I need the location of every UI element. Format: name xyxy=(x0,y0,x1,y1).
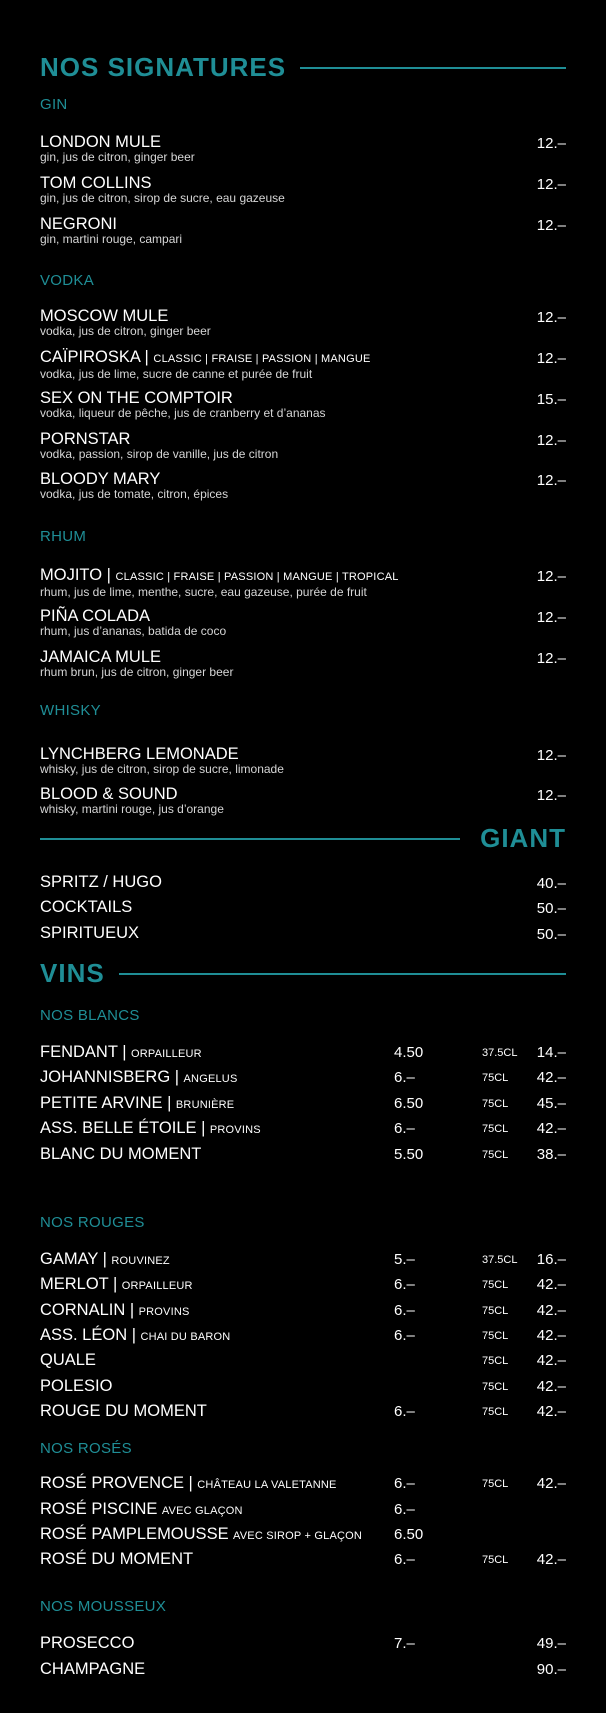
cocktail-name: MOSCOW MULE xyxy=(40,307,169,325)
bottle-price: 14.– xyxy=(536,1044,566,1061)
wine-producer: PROVINS xyxy=(138,1306,190,1318)
wine-producer: BRUNIÈRE xyxy=(175,1099,235,1111)
giant-name: SPRITZ / HUGO xyxy=(40,873,162,891)
wine-name: QUALE xyxy=(40,1351,96,1369)
cocktail-name xyxy=(40,348,566,368)
category-mousseux: NOS MOUSSEUX xyxy=(40,1598,167,1615)
cocktail-price: 12.– xyxy=(536,787,566,804)
category-gin: GIN xyxy=(40,96,68,113)
wine-item xyxy=(40,1119,566,1139)
category-vodka: VODKA xyxy=(40,272,95,289)
cocktail-variants: CLASSIC | FRAISE | PASSION | MANGUE | TROPICAL xyxy=(115,571,399,583)
cocktail-name: BLOODY MARY xyxy=(40,470,161,488)
wine-producer: AVEC GLAÇON xyxy=(161,1505,243,1517)
cocktail-item xyxy=(40,348,566,381)
wine-item xyxy=(40,1550,566,1570)
wine-producer: ANGELUS xyxy=(183,1073,238,1085)
glass-price: 4.50 xyxy=(394,1044,424,1061)
category-blancs: NOS BLANCS xyxy=(40,1007,140,1024)
giant-name: COCKTAILS xyxy=(40,898,133,916)
cocktail-description: rhum brun, jus de citron, ginger beer xyxy=(40,665,234,679)
cocktail-item xyxy=(40,133,566,164)
cocktail-price: 12.– xyxy=(536,650,566,667)
wine-item xyxy=(40,1377,566,1397)
wine-item xyxy=(40,1634,566,1654)
bottle-price: 42.– xyxy=(536,1327,566,1344)
glass-price: 6.50 xyxy=(394,1526,424,1543)
wine-name: POLESIO xyxy=(40,1377,113,1395)
section-heading-signatures xyxy=(40,52,566,83)
wine-item xyxy=(40,1275,566,1295)
cocktail-price: 12.– xyxy=(536,568,566,585)
bottle-size: 75CL xyxy=(482,1305,509,1317)
wine-item xyxy=(40,1250,566,1270)
glass-price: 6.– xyxy=(394,1069,415,1086)
bottle-size: 75CL xyxy=(482,1072,509,1084)
wine-item xyxy=(40,1351,566,1371)
glass-price: 6.– xyxy=(394,1276,415,1293)
cocktail-name: TOM COLLINS xyxy=(40,174,152,192)
glass-price: 6.– xyxy=(394,1475,415,1492)
wine-producer: ROUVINEZ xyxy=(111,1255,170,1267)
wine-name: FENDANT | xyxy=(40,1043,127,1061)
wine-item xyxy=(40,1043,566,1063)
heading-rule xyxy=(40,838,460,840)
glass-price: 6.– xyxy=(394,1120,415,1137)
section-heading-giant xyxy=(40,823,566,854)
cocktail-item xyxy=(40,215,566,246)
category-roses: NOS ROSÉS xyxy=(40,1440,132,1457)
wine-name: CORNALIN | xyxy=(40,1301,135,1319)
cocktail-item xyxy=(40,470,566,501)
bottle-price: 38.– xyxy=(536,1146,566,1163)
cocktail-price: 12.– xyxy=(536,176,566,193)
wine-name: ROSÉ PROVENCE | xyxy=(40,1474,193,1492)
wine-producer: AVEC SIROP + GLAÇON xyxy=(233,1530,363,1542)
giant-item xyxy=(40,898,566,916)
giant-item xyxy=(40,924,566,942)
cocktail-name: BLOOD & SOUND xyxy=(40,785,178,803)
glass-price: 6.50 xyxy=(394,1095,424,1112)
bottle-size: 37.5CL xyxy=(482,1254,518,1266)
cocktail-name: JAMAICA MULE xyxy=(40,648,162,666)
bottle-size: 75CL xyxy=(482,1554,509,1566)
cocktail-item xyxy=(40,174,566,205)
wine-producer: CHÂTEAU LA VALETANNE xyxy=(197,1479,337,1491)
wine-name: ROSÉ PISCINE xyxy=(40,1500,158,1518)
cocktail-price: 12.– xyxy=(536,217,566,234)
cocktail-description: whisky, martini rouge, jus d’orange xyxy=(40,802,224,816)
wine-name: MERLOT | xyxy=(40,1275,118,1293)
cocktail-description: whisky, jus de citron, sirop de sucre, limonade xyxy=(40,762,284,776)
cocktail-name xyxy=(40,566,566,586)
wine-name: PETITE ARVINE | xyxy=(40,1094,172,1112)
section-title: NOS SIGNATURES xyxy=(40,52,287,82)
bottle-size: 75CL xyxy=(482,1330,509,1342)
category-rhum: RHUM xyxy=(40,528,87,545)
cocktail-description: vodka, jus de lime, sucre de canne et purée de fruit xyxy=(40,367,313,381)
wine-item xyxy=(40,1068,566,1088)
giant-price: 40.– xyxy=(536,875,566,892)
cocktail-name: NEGRONI xyxy=(40,215,118,233)
glass-price: 5.50 xyxy=(394,1146,424,1163)
bottle-price: 42.– xyxy=(536,1302,566,1319)
bottle-size: 75CL xyxy=(482,1355,509,1367)
cocktail-price: 15.– xyxy=(536,391,566,408)
wine-item xyxy=(40,1474,566,1494)
bottle-price: 42.– xyxy=(536,1403,566,1420)
wine-name: ASS. LÉON | xyxy=(40,1326,136,1344)
heading-rule xyxy=(119,973,566,975)
cocktail-name: PIÑA COLADA xyxy=(40,607,151,625)
bottle-price: 42.– xyxy=(536,1069,566,1086)
bottle-price: 42.– xyxy=(536,1276,566,1293)
category-rouges: NOS ROUGES xyxy=(40,1214,145,1231)
bottle-price: 42.– xyxy=(536,1120,566,1137)
wine-item xyxy=(40,1145,566,1165)
heading-rule xyxy=(300,67,566,69)
wine-name: ASS. BELLE ÉTOILE | xyxy=(40,1119,206,1137)
cocktail-item xyxy=(40,785,566,816)
wine-item xyxy=(40,1500,566,1520)
giant-item xyxy=(40,873,566,891)
bottle-price: 90.– xyxy=(536,1661,566,1678)
cocktail-price: 12.– xyxy=(536,472,566,489)
bottle-price: 42.– xyxy=(536,1551,566,1568)
wine-item xyxy=(40,1402,566,1422)
wine-name: ROSÉ PAMPLEMOUSSE xyxy=(40,1525,229,1543)
giant-price: 50.– xyxy=(536,926,566,943)
wine-name: CHAMPAGNE xyxy=(40,1660,146,1678)
bottle-size: 75CL xyxy=(482,1406,509,1418)
cocktail-description: gin, jus de citron, sirop de sucre, eau gazeuse xyxy=(40,191,285,205)
wine-name: BLANC DU MOMENT xyxy=(40,1145,202,1163)
cocktail-item xyxy=(40,745,566,776)
cocktail-price: 12.– xyxy=(536,309,566,326)
bottle-size: 75CL xyxy=(482,1279,509,1291)
glass-price: 6.– xyxy=(394,1302,415,1319)
glass-price: 6.– xyxy=(394,1551,415,1568)
bottle-price: 42.– xyxy=(536,1475,566,1492)
cocktail-variants: CLASSIC | FRAISE | PASSION | MANGUE xyxy=(153,353,371,365)
wine-item xyxy=(40,1094,566,1114)
cocktail-name: LYNCHBERG LEMONADE xyxy=(40,745,239,763)
giant-name: SPIRITUEUX xyxy=(40,924,140,942)
cocktail-description: vodka, liqueur de pêche, jus de cranberry et d’ananas xyxy=(40,406,326,420)
wine-producer: CHAI DU BARON xyxy=(140,1331,231,1343)
cocktail-name-text: CAÏPIROSKA | xyxy=(40,348,149,366)
wine-producer: PROVINS xyxy=(209,1124,261,1136)
wine-name: JOHANNISBERG | xyxy=(40,1068,180,1086)
glass-price: 6.– xyxy=(394,1501,415,1518)
cocktail-item xyxy=(40,389,566,420)
wine-name: ROSÉ DU MOMENT xyxy=(40,1550,194,1568)
bottle-size: 75CL xyxy=(482,1381,509,1393)
glass-price: 6.– xyxy=(394,1327,415,1344)
cocktail-description: vodka, jus de citron, ginger beer xyxy=(40,324,211,338)
section-title: GIANT xyxy=(480,823,566,853)
cocktail-description: vodka, passion, sirop de vanille, jus de citron xyxy=(40,447,279,461)
cocktail-name-text: MOJITO | xyxy=(40,566,111,584)
cocktail-item xyxy=(40,307,566,338)
bottle-price: 49.– xyxy=(536,1635,566,1652)
wine-item xyxy=(40,1326,566,1346)
cocktail-name: PORNSTAR xyxy=(40,430,131,448)
cocktail-description: gin, martini rouge, campari xyxy=(40,232,183,246)
bottle-size: 75CL xyxy=(482,1149,509,1161)
cocktail-description: gin, jus de citron, ginger beer xyxy=(40,150,195,164)
wine-name: ROUGE DU MOMENT xyxy=(40,1402,207,1420)
wine-name: GAMAY | xyxy=(40,1250,107,1268)
bottle-price: 45.– xyxy=(536,1095,566,1112)
cocktail-item xyxy=(40,566,566,599)
cocktail-description: rhum, jus de lime, menthe, sucre, eau gazeuse, purée de fruit xyxy=(40,585,367,599)
glass-price: 5.– xyxy=(394,1251,415,1268)
bottle-size: 75CL xyxy=(482,1098,509,1110)
section-heading-vins xyxy=(40,958,566,989)
cocktail-name: LONDON MULE xyxy=(40,133,162,151)
cocktail-price: 12.– xyxy=(536,432,566,449)
wine-name: PROSECCO xyxy=(40,1634,135,1652)
bottle-size: 75CL xyxy=(482,1123,509,1135)
wine-item xyxy=(40,1660,566,1680)
wine-producer: ORPAILLEUR xyxy=(130,1048,202,1060)
cocktail-description: rhum, jus d’ananas, batida de coco xyxy=(40,624,227,638)
cocktail-item xyxy=(40,430,566,461)
cocktail-name: SEX ON THE COMPTOIR xyxy=(40,389,233,407)
cocktail-item xyxy=(40,648,566,679)
cocktail-item xyxy=(40,607,566,638)
bottle-price: 42.– xyxy=(536,1352,566,1369)
wine-item xyxy=(40,1525,566,1545)
giant-price: 50.– xyxy=(536,900,566,917)
bottle-price: 42.– xyxy=(536,1378,566,1395)
wine-producer: ORPAILLEUR xyxy=(121,1280,193,1292)
cocktail-price: 12.– xyxy=(536,747,566,764)
glass-price: 6.– xyxy=(394,1403,415,1420)
glass-price: 7.– xyxy=(394,1635,415,1652)
section-title: VINS xyxy=(40,958,105,988)
bottle-price: 16.– xyxy=(536,1251,566,1268)
wine-item xyxy=(40,1301,566,1321)
cocktail-description: vodka, jus de tomate, citron, épices xyxy=(40,487,229,501)
category-whisky: WHISKY xyxy=(40,702,101,719)
cocktail-price: 12.– xyxy=(536,609,566,626)
bottle-size: 37.5CL xyxy=(482,1047,518,1059)
cocktail-price: 12.– xyxy=(536,135,566,152)
bottle-size: 75CL xyxy=(482,1478,509,1490)
cocktail-price: 12.– xyxy=(536,350,566,367)
